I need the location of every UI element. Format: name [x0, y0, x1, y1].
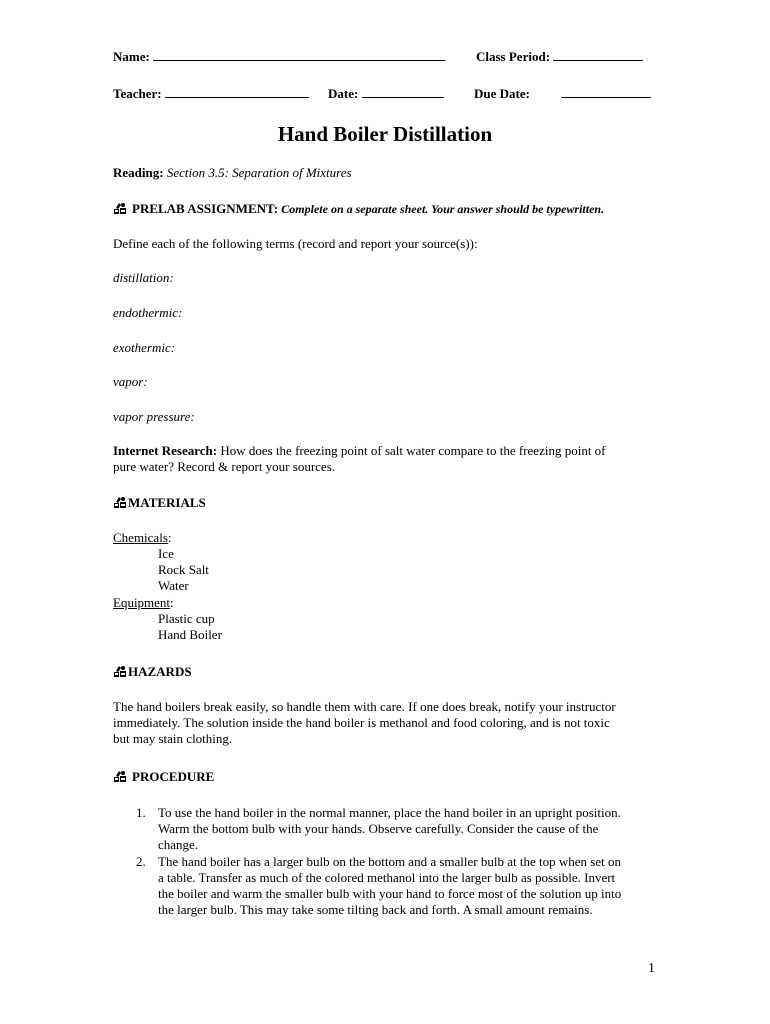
pencil-icon	[113, 770, 128, 783]
step-line: Warm the bottom bulb with your hands. Observe carefully. Consider the cause of the	[158, 821, 599, 836]
materials-heading-row	[113, 495, 206, 511]
teacher-blank[interactable]	[165, 85, 309, 98]
prelab-label: PRELAB ASSIGNMENT:	[132, 201, 279, 216]
due-date-blank[interactable]	[561, 85, 651, 98]
hazards-heading: HAZARDS	[128, 664, 192, 679]
pencil-icon	[113, 665, 128, 678]
materials-heading: MATERIALS	[128, 495, 206, 510]
reading-label: Reading:	[113, 165, 164, 180]
step-line: the larger bulb. This may take some tilting back and forth. A small amount remains.	[158, 902, 593, 917]
internet-research-line2: pure water? Record & report your sources.	[113, 459, 335, 474]
due-date-label: Due Date:	[474, 86, 530, 101]
procedure-heading: PROCEDURE	[132, 769, 215, 784]
reading-line	[113, 165, 352, 181]
date-label: Date:	[328, 86, 359, 101]
chemical-item: Water	[158, 578, 189, 593]
name-field	[113, 48, 445, 65]
equipment-item: Plastic cup	[158, 611, 215, 626]
class-period-field	[476, 48, 643, 65]
step-line: change.	[158, 837, 199, 852]
step-line: the boiler and warm the smaller bulb with your hand to force most of the solution up into	[158, 886, 622, 901]
teacher-field	[113, 85, 309, 102]
step-text	[158, 805, 658, 853]
prelab-instruction: Complete on a separate sheet. Your answer should be typewritten.	[281, 202, 605, 216]
hazards-heading-row	[113, 664, 192, 680]
step-number: 1.	[136, 805, 146, 820]
chemical-item: Rock Salt	[158, 562, 209, 577]
equipment-label: Equipment	[113, 595, 171, 610]
equipment-item: Hand Boiler	[158, 627, 222, 642]
step-line: To use the hand boiler in the normal manner, place the hand boiler in an upright position.	[158, 805, 621, 820]
date-blank[interactable]	[362, 85, 444, 98]
page-number: 1	[648, 961, 655, 976]
pencil-icon	[113, 202, 128, 215]
equipment-label-row: Equipment:	[113, 595, 174, 610]
step-text	[158, 854, 658, 918]
chemical-item: Ice	[158, 546, 174, 561]
step-line: The hand boiler has a larger bulb on the bottom and a smaller bulb at the top when set on	[158, 854, 621, 869]
due-date-field	[474, 85, 651, 102]
chemicals-label-row: Chemicals:	[113, 530, 172, 545]
hazards-line: The hand boilers break easily, so handle them with care. If one does break, notify your instructor	[113, 699, 616, 714]
term-vapor: vapor:	[113, 374, 148, 389]
hazards-line: immediately. The solution inside the hand boiler is methanol and food coloring, and is not toxic	[113, 715, 610, 730]
pencil-icon	[113, 496, 128, 509]
chemicals-label: Chemicals	[113, 530, 168, 545]
internet-research-line1: How does the freezing point of salt water compare to the freezing point of	[220, 443, 606, 458]
name-blank[interactable]	[153, 48, 445, 61]
term-vapor-pressure: vapor pressure:	[113, 409, 195, 424]
term-endothermic: endothermic:	[113, 305, 183, 320]
name-label: Name:	[113, 49, 150, 64]
hazards-text	[113, 699, 673, 747]
page-title: Hand Boiler Distillation	[277, 122, 493, 146]
procedure-heading-row	[113, 769, 214, 785]
class-period-blank[interactable]	[553, 48, 643, 61]
internet-research	[113, 443, 673, 475]
teacher-label: Teacher:	[113, 86, 162, 101]
prelab-line	[113, 201, 604, 217]
define-intro: Define each of the following terms (record and report your source(s)):	[113, 236, 478, 251]
hazards-line: but may stain clothing.	[113, 731, 233, 746]
term-exothermic: exothermic:	[113, 340, 176, 355]
date-field	[328, 85, 444, 102]
reading-text: Section 3.5: Separation of Mixtures	[166, 165, 352, 180]
class-period-label: Class Period:	[476, 49, 551, 64]
term-distillation: distillation:	[113, 270, 174, 285]
step-number: 2.	[136, 854, 146, 869]
step-line: a table. Transfer as much of the colored methanol into the larger bulb as possible. Invert	[158, 870, 616, 885]
internet-research-label: Internet Research:	[113, 443, 218, 458]
